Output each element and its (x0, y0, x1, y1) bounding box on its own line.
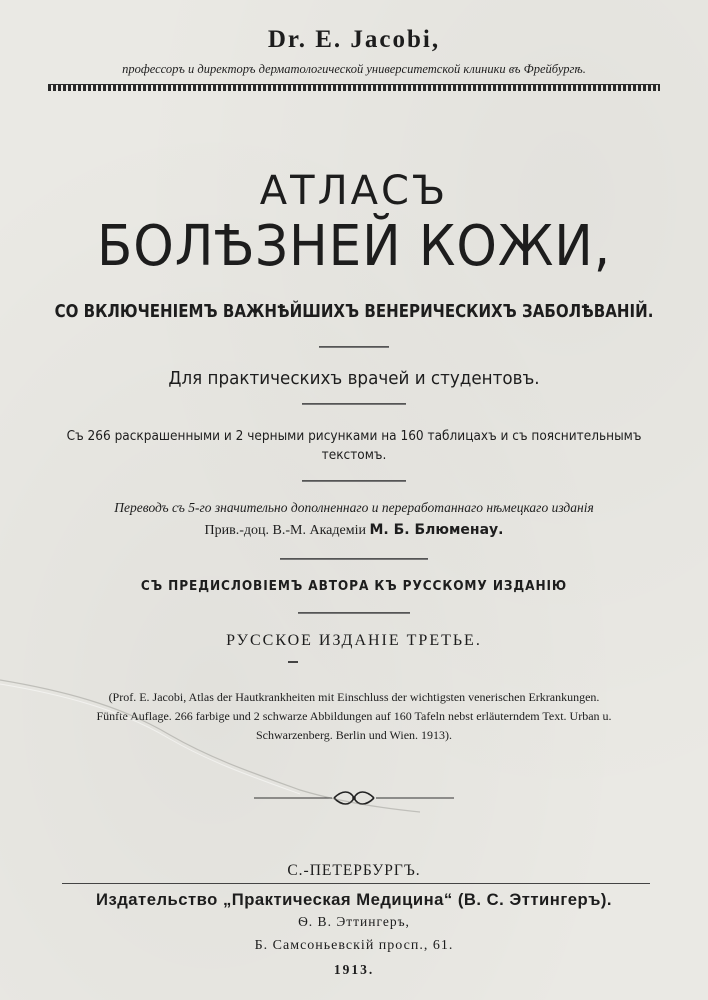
author-affiliation: профессоръ и директоръ дерматологической университетской клиники въ Фрейбургѣ. (122, 62, 586, 76)
imprint-rule (62, 883, 650, 884)
header-dotted-rule (48, 84, 660, 91)
original-ref-line-3: Schwarzenberg. Berlin und Wien. 1913). (255, 728, 453, 742)
preface-line: СЪ ПРЕДИСЛОВІЕМЪ АВТОРА КЪ РУССКОМУ ИЗДАНІЮ (140, 578, 568, 594)
author-name: Dr. E. Jacobi, (267, 26, 441, 53)
imprint-owner: Ѳ. В. Эттингеръ, (298, 914, 410, 929)
illustrations-line-1: Съ 266 раскрашенными и 2 черными рисунками на 160 таблицахъ и съ пояснительнымъ (66, 428, 642, 444)
translation-line: Переводъ съ 5-го значительно дополненнаго и переработаннаго нѣмецкаго изданія (114, 500, 594, 515)
small-dash (288, 661, 298, 663)
divider-rule (302, 403, 406, 405)
imprint-year: 1913. (333, 962, 375, 977)
title-line-main: БОЛѢЗНЕЙ КОЖИ, (97, 214, 611, 279)
translator-line (0, 522, 708, 539)
translator-name: М. Б. Блюменау. (369, 522, 504, 538)
divider-rule (319, 346, 389, 348)
imprint-city: С.-ПЕТЕРБУРГЪ. (287, 862, 421, 879)
divider-rule (280, 558, 428, 560)
translator-prefix: Прив.-доц. В.-М. Академіи (204, 523, 370, 538)
original-ref-line-2: Fünfte Auflage. 266 farbige und 2 schwarze Abbildungen auf 160 Tafeln nebst erläuterndem Text. Urban u. (96, 709, 612, 723)
title-subtitle: СО ВКЛЮЧЕНІЕМЪ ВАЖНѢЙШИХЪ ВЕНЕРИЧЕСКИХЪ ЗАБОЛѢВАНІЙ. (54, 302, 654, 322)
original-ref-line-1: (Prof. E. Jacobi, Atlas der Hautkrankheiten mit Einschluss der wichtigsten venerischen Erkrankungen. (108, 690, 600, 704)
title-line-atlas: АТЛАСЪ (259, 168, 449, 214)
audience-line: Для практическихъ врачей и студентовъ. (168, 368, 540, 389)
imprint-publisher: Издательство „Практическая Медицина“ (В. С. Эттингеръ). (95, 890, 613, 909)
divider-rule (298, 612, 410, 614)
edition-line: РУССКОЕ ИЗДАНІЕ ТРЕТЬЕ. (226, 632, 482, 649)
imprint-address: Б. Самсоньевскій просп., 61. (254, 938, 454, 953)
illustrations-line-2: текстомъ. (321, 447, 387, 463)
ornament-divider-icon (254, 788, 454, 808)
divider-rule (302, 480, 406, 482)
